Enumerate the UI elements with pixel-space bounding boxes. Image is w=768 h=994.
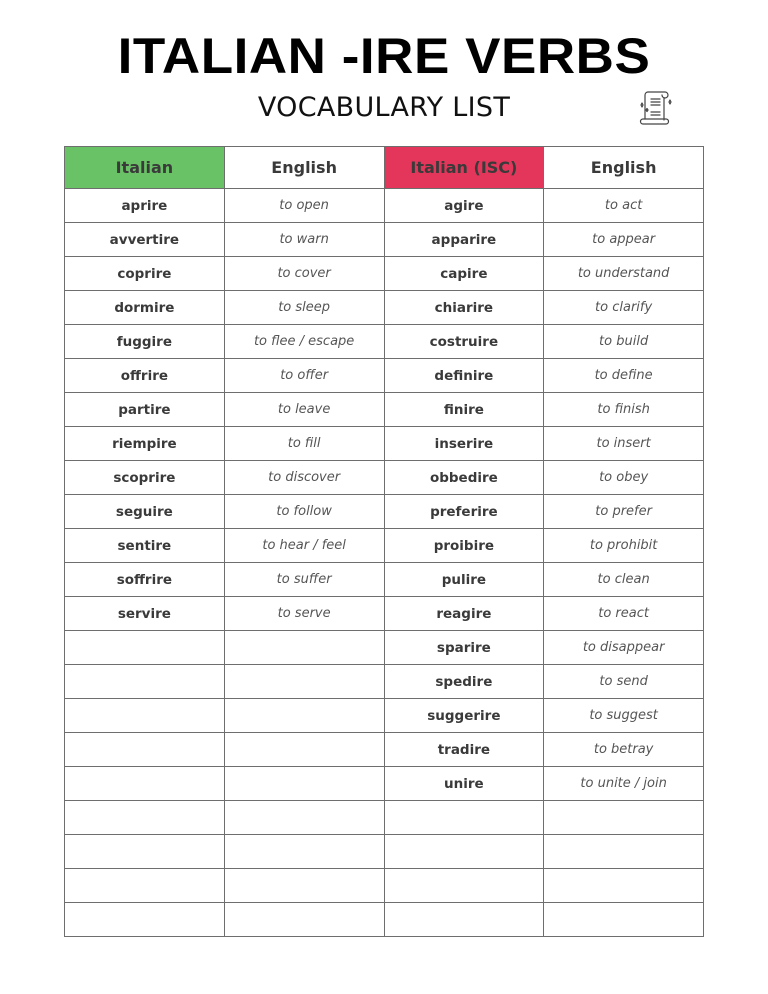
english-isc-cell: to appear	[544, 223, 704, 257]
english-cell: to offer	[224, 359, 384, 393]
italian-isc-cell: finire	[384, 393, 544, 427]
column-header-italian: Italian	[65, 147, 225, 189]
table-row	[65, 631, 704, 665]
italian-cell: sentire	[65, 529, 225, 563]
english-cell	[224, 665, 384, 699]
italian-isc-cell	[384, 801, 544, 835]
italian-cell: offrire	[65, 359, 225, 393]
italian-isc-cell: proibire	[384, 529, 544, 563]
italian-cell: soffrire	[65, 563, 225, 597]
table-row	[65, 767, 704, 801]
table-row	[65, 359, 704, 393]
english-cell	[224, 767, 384, 801]
italian-isc-cell	[384, 835, 544, 869]
table-row	[65, 869, 704, 903]
english-isc-cell: to unite / join	[544, 767, 704, 801]
english-isc-cell: to define	[544, 359, 704, 393]
english-cell	[224, 631, 384, 665]
english-isc-cell	[544, 903, 704, 937]
italian-cell	[65, 869, 225, 903]
english-isc-cell: to clarify	[544, 291, 704, 325]
english-cell	[224, 869, 384, 903]
english-cell: to flee / escape	[224, 325, 384, 359]
italian-cell: riempire	[65, 427, 225, 461]
italian-isc-cell	[384, 869, 544, 903]
table-row	[65, 529, 704, 563]
english-isc-cell	[544, 801, 704, 835]
table-row	[65, 903, 704, 937]
page-subtitle: VOCABULARY LIST	[257, 92, 511, 123]
english-cell: to sleep	[224, 291, 384, 325]
english-cell	[224, 699, 384, 733]
english-isc-cell: to react	[544, 597, 704, 631]
english-isc-cell: to send	[544, 665, 704, 699]
italian-cell	[65, 665, 225, 699]
italian-isc-cell: obbedire	[384, 461, 544, 495]
english-cell	[224, 835, 384, 869]
english-isc-cell: to build	[544, 325, 704, 359]
italian-isc-cell	[384, 903, 544, 937]
italian-isc-cell: agire	[384, 189, 544, 223]
italian-cell: servire	[65, 597, 225, 631]
english-isc-cell	[544, 835, 704, 869]
english-isc-cell: to understand	[544, 257, 704, 291]
english-isc-cell: to clean	[544, 563, 704, 597]
scroll-icon	[638, 88, 674, 128]
italian-isc-cell: suggerire	[384, 699, 544, 733]
italian-cell: coprire	[65, 257, 225, 291]
italian-isc-cell: capire	[384, 257, 544, 291]
italian-isc-cell: chiarire	[384, 291, 544, 325]
english-cell: to leave	[224, 393, 384, 427]
column-header-italian-isc: Italian (ISC)	[384, 147, 544, 189]
italian-isc-cell: unire	[384, 767, 544, 801]
english-cell: to warn	[224, 223, 384, 257]
english-isc-cell: to insert	[544, 427, 704, 461]
italian-cell	[65, 767, 225, 801]
table-row	[65, 393, 704, 427]
italian-cell: scoprire	[65, 461, 225, 495]
column-header-english-isc: English	[544, 147, 704, 189]
english-cell: to hear / feel	[224, 529, 384, 563]
english-isc-cell: to prohibit	[544, 529, 704, 563]
english-cell: to fill	[224, 427, 384, 461]
english-cell: to serve	[224, 597, 384, 631]
italian-cell: avvertire	[65, 223, 225, 257]
english-cell	[224, 903, 384, 937]
table-row	[65, 665, 704, 699]
english-cell: to cover	[224, 257, 384, 291]
table-row	[65, 495, 704, 529]
italian-cell	[65, 699, 225, 733]
italian-isc-cell: costruire	[384, 325, 544, 359]
english-isc-cell: to suggest	[544, 699, 704, 733]
table-row	[65, 835, 704, 869]
italian-cell	[65, 801, 225, 835]
italian-isc-cell: sparire	[384, 631, 544, 665]
table-row	[65, 699, 704, 733]
table-row	[65, 325, 704, 359]
italian-cell	[65, 631, 225, 665]
table-row	[65, 223, 704, 257]
italian-isc-cell: apparire	[384, 223, 544, 257]
italian-cell: seguire	[65, 495, 225, 529]
table-row	[65, 189, 704, 223]
table-row	[65, 257, 704, 291]
table-row	[65, 563, 704, 597]
table-row	[65, 291, 704, 325]
english-cell: to follow	[224, 495, 384, 529]
italian-cell: fuggire	[65, 325, 225, 359]
italian-cell	[65, 903, 225, 937]
english-cell	[224, 733, 384, 767]
italian-isc-cell: preferire	[384, 495, 544, 529]
table-header-row	[65, 147, 704, 189]
italian-cell: aprire	[65, 189, 225, 223]
english-cell	[224, 801, 384, 835]
english-isc-cell	[544, 869, 704, 903]
english-cell: to open	[224, 189, 384, 223]
english-isc-cell: to finish	[544, 393, 704, 427]
italian-isc-cell: spedire	[384, 665, 544, 699]
italian-isc-cell: tradire	[384, 733, 544, 767]
italian-cell	[65, 733, 225, 767]
english-cell: to suffer	[224, 563, 384, 597]
page-title: ITALIAN -IRE VERBS	[117, 28, 651, 84]
italian-cell	[65, 835, 225, 869]
table-row	[65, 801, 704, 835]
english-isc-cell: to disappear	[544, 631, 704, 665]
italian-isc-cell: reagire	[384, 597, 544, 631]
table-row	[65, 597, 704, 631]
table-row	[65, 461, 704, 495]
table-row	[65, 427, 704, 461]
italian-isc-cell: pulire	[384, 563, 544, 597]
column-header-english: English	[224, 147, 384, 189]
italian-isc-cell: inserire	[384, 427, 544, 461]
english-isc-cell: to obey	[544, 461, 704, 495]
italian-isc-cell: definire	[384, 359, 544, 393]
english-isc-cell: to act	[544, 189, 704, 223]
vocab-table	[64, 146, 704, 937]
table-row	[65, 733, 704, 767]
italian-cell: partire	[65, 393, 225, 427]
english-isc-cell: to prefer	[544, 495, 704, 529]
italian-cell: dormire	[65, 291, 225, 325]
english-cell: to discover	[224, 461, 384, 495]
english-isc-cell: to betray	[544, 733, 704, 767]
